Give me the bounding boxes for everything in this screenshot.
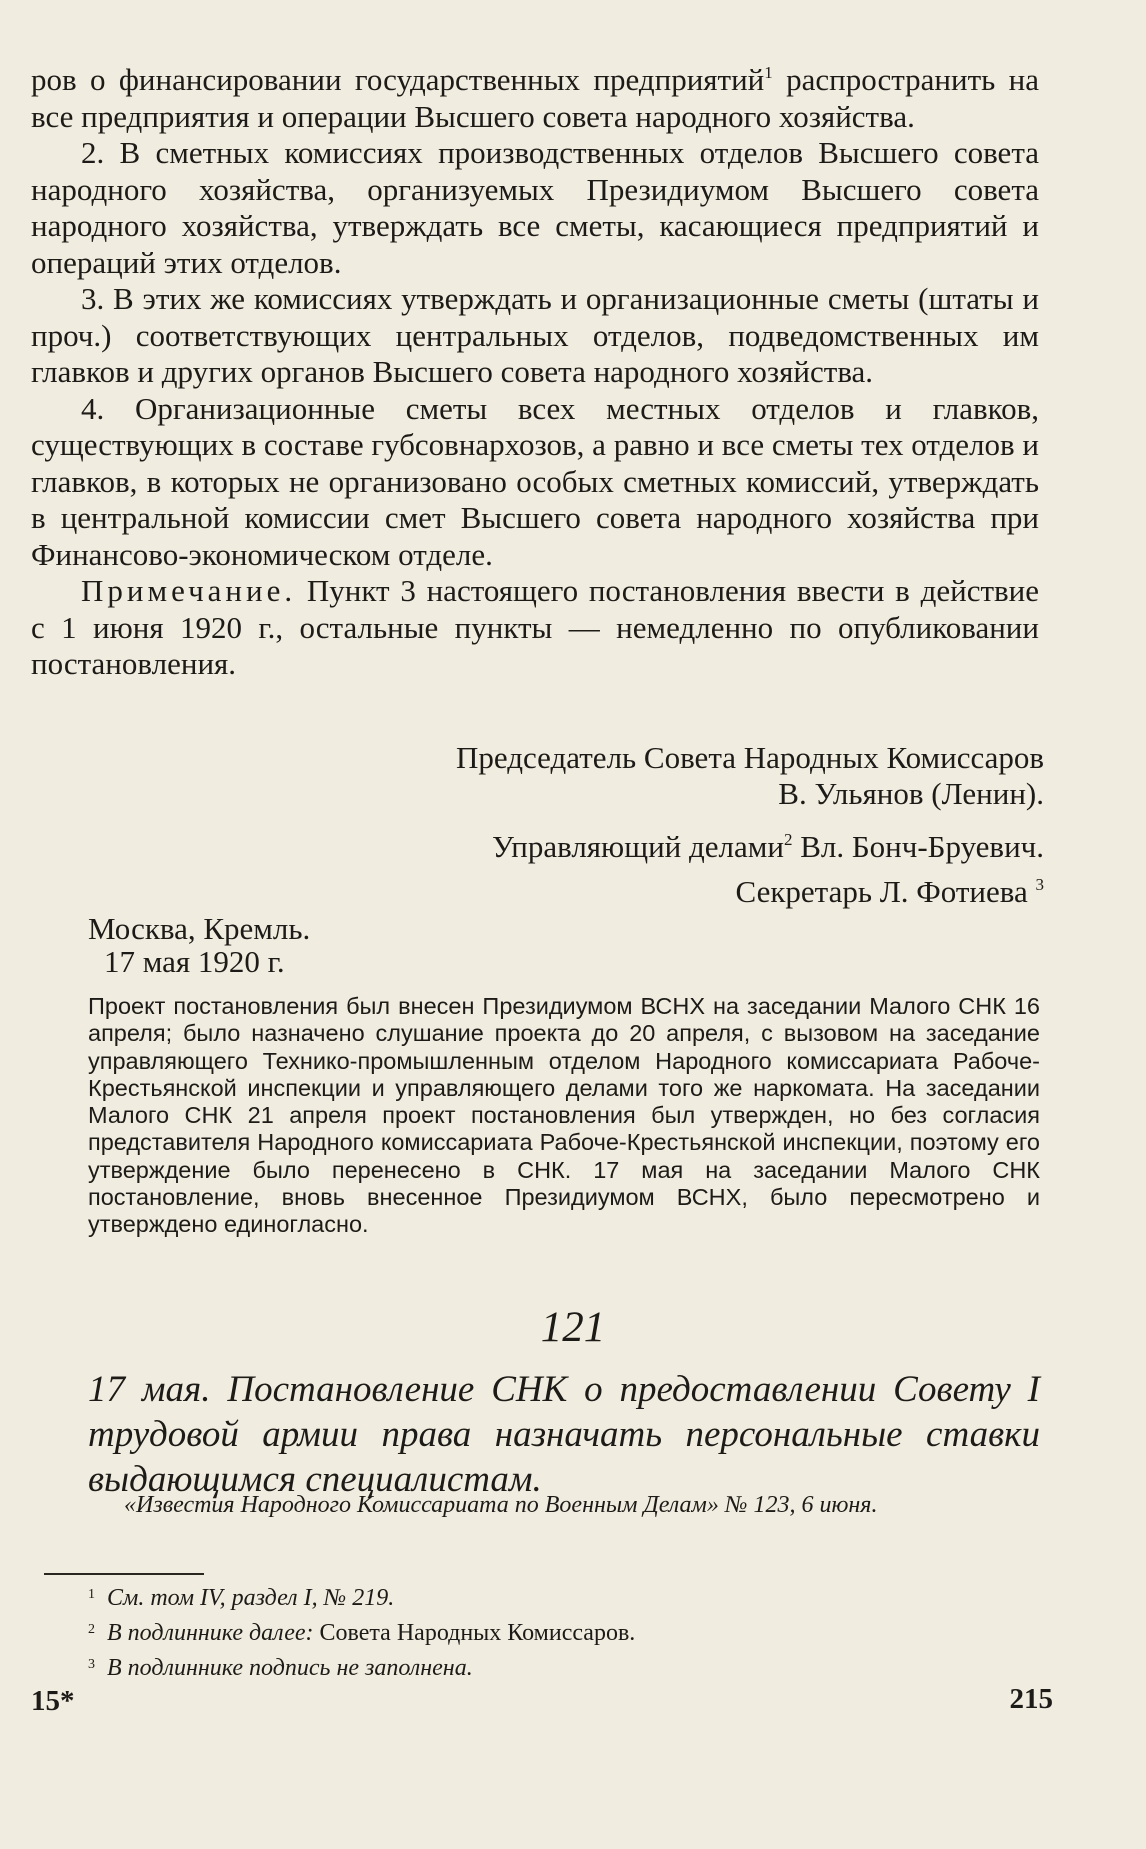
secretary-signature: Секретарь Л. Фотиева $^3$	[735, 874, 1044, 909]
footnote-2: $^2$ В подлиннике далее: Совета Народных Комиссаров.	[88, 1620, 636, 1646]
document-number: 121	[540, 1304, 606, 1351]
manager-signature: Управляющий делами$^2$ Вл. Бонч-Бруевич.	[492, 829, 1044, 864]
chair-name: В. Ульянов (Ленин).	[778, 776, 1044, 811]
footnote-ref-3: 3	[1035, 875, 1044, 894]
note-text: Пункт 3 настоящего постановления ввести в действие с 1 июня 1920 г., остальные пункты — немедленно по опубликовании постановления.	[31, 573, 1040, 681]
footnote-ref-2: 2	[783, 830, 793, 849]
paragraph-2: 2. В сметных комиссиях производственных отделов Высшего совета народного хозяйства, организуемых Президиумом Высшего совета народного хозяйства, утверждать все сметы, касающиеся предприятий и операций этих отделов.	[31, 135, 1039, 280]
chair-title: Председатель Совета Народных Комиссаров	[456, 740, 1044, 775]
source-citation: «Известия Народного Комиссариата по Военным Делам» № 123, 6 июня.	[124, 1492, 878, 1518]
footnotes	[88, 1579, 635, 1684]
editorial-note: Проект постановления был внесен Президиумом ВСНХ на заседании Малого СНК 16 апреля; было назначено слушание проекта до 20 апреля, с вызовом на заседание управляющего Технико-промышленным отделом Народного комиссариата Рабоче-Крестьянской инспекции и управляющего делами того же наркомата. На заседании Малого СНК 21 апреля проект постановления был утвержден, но без согласия представителя Народного комиссариата Рабоче-Крестьянской инспекции, поэтому его утверждение было перенесено в СНК. 17 мая на заседании Малого СНК постановление, вновь внесенное Президиумом ВСНХ, было пересмотрено и утверждено единогласно.	[88, 993, 1040, 1238]
paragraph-1-continued: ров о финансировании государственных предприятий$^1$ распространить на все предприятия и операции Высшего совета народного хозяйства.	[31, 62, 1039, 134]
footnote-ref-1: 1	[764, 63, 773, 82]
note-paragraph	[31, 573, 1039, 683]
footnote-divider	[44, 1573, 204, 1575]
paragraph-3: 3. В этих же комиссиях утверждать и организационные сметы (штаты и проч.) соответствующих центральных отделов, подведомственных им главков и других органов Высшего совета народного хозяйства.	[31, 281, 1039, 389]
document-title: 17 мая. Постановление СНК о предоставлении Совету I трудовой армии права назначать персональные ставки выдающимся специалистам.	[88, 1369, 1040, 1500]
paragraph-4: 4. Организационные сметы всех местных отделов и главков, существующих в составе губсовнархозов, а равно и все сметы тех отделов и главков, в которых не организовано особых сметных комиссий, утверждать в центральной комиссии смет Высшего совета народного хозяйства при Финансово-экономическом отделе.	[31, 390, 1039, 572]
place-date: 17 мая 1920 г.	[104, 944, 285, 979]
printer-sheet-mark: 15*	[31, 1685, 75, 1717]
page-number: 215	[1009, 1683, 1053, 1715]
decree-body	[31, 55, 1039, 683]
footnote-3: $^3$ В подлиннике подпись не заполнена.	[88, 1655, 473, 1681]
footnote-1: $^1$ См. том IV, раздел I, № 219.	[88, 1585, 395, 1611]
place-location: Москва, Кремль.	[88, 911, 311, 946]
note-label: Примечание.	[81, 573, 297, 608]
